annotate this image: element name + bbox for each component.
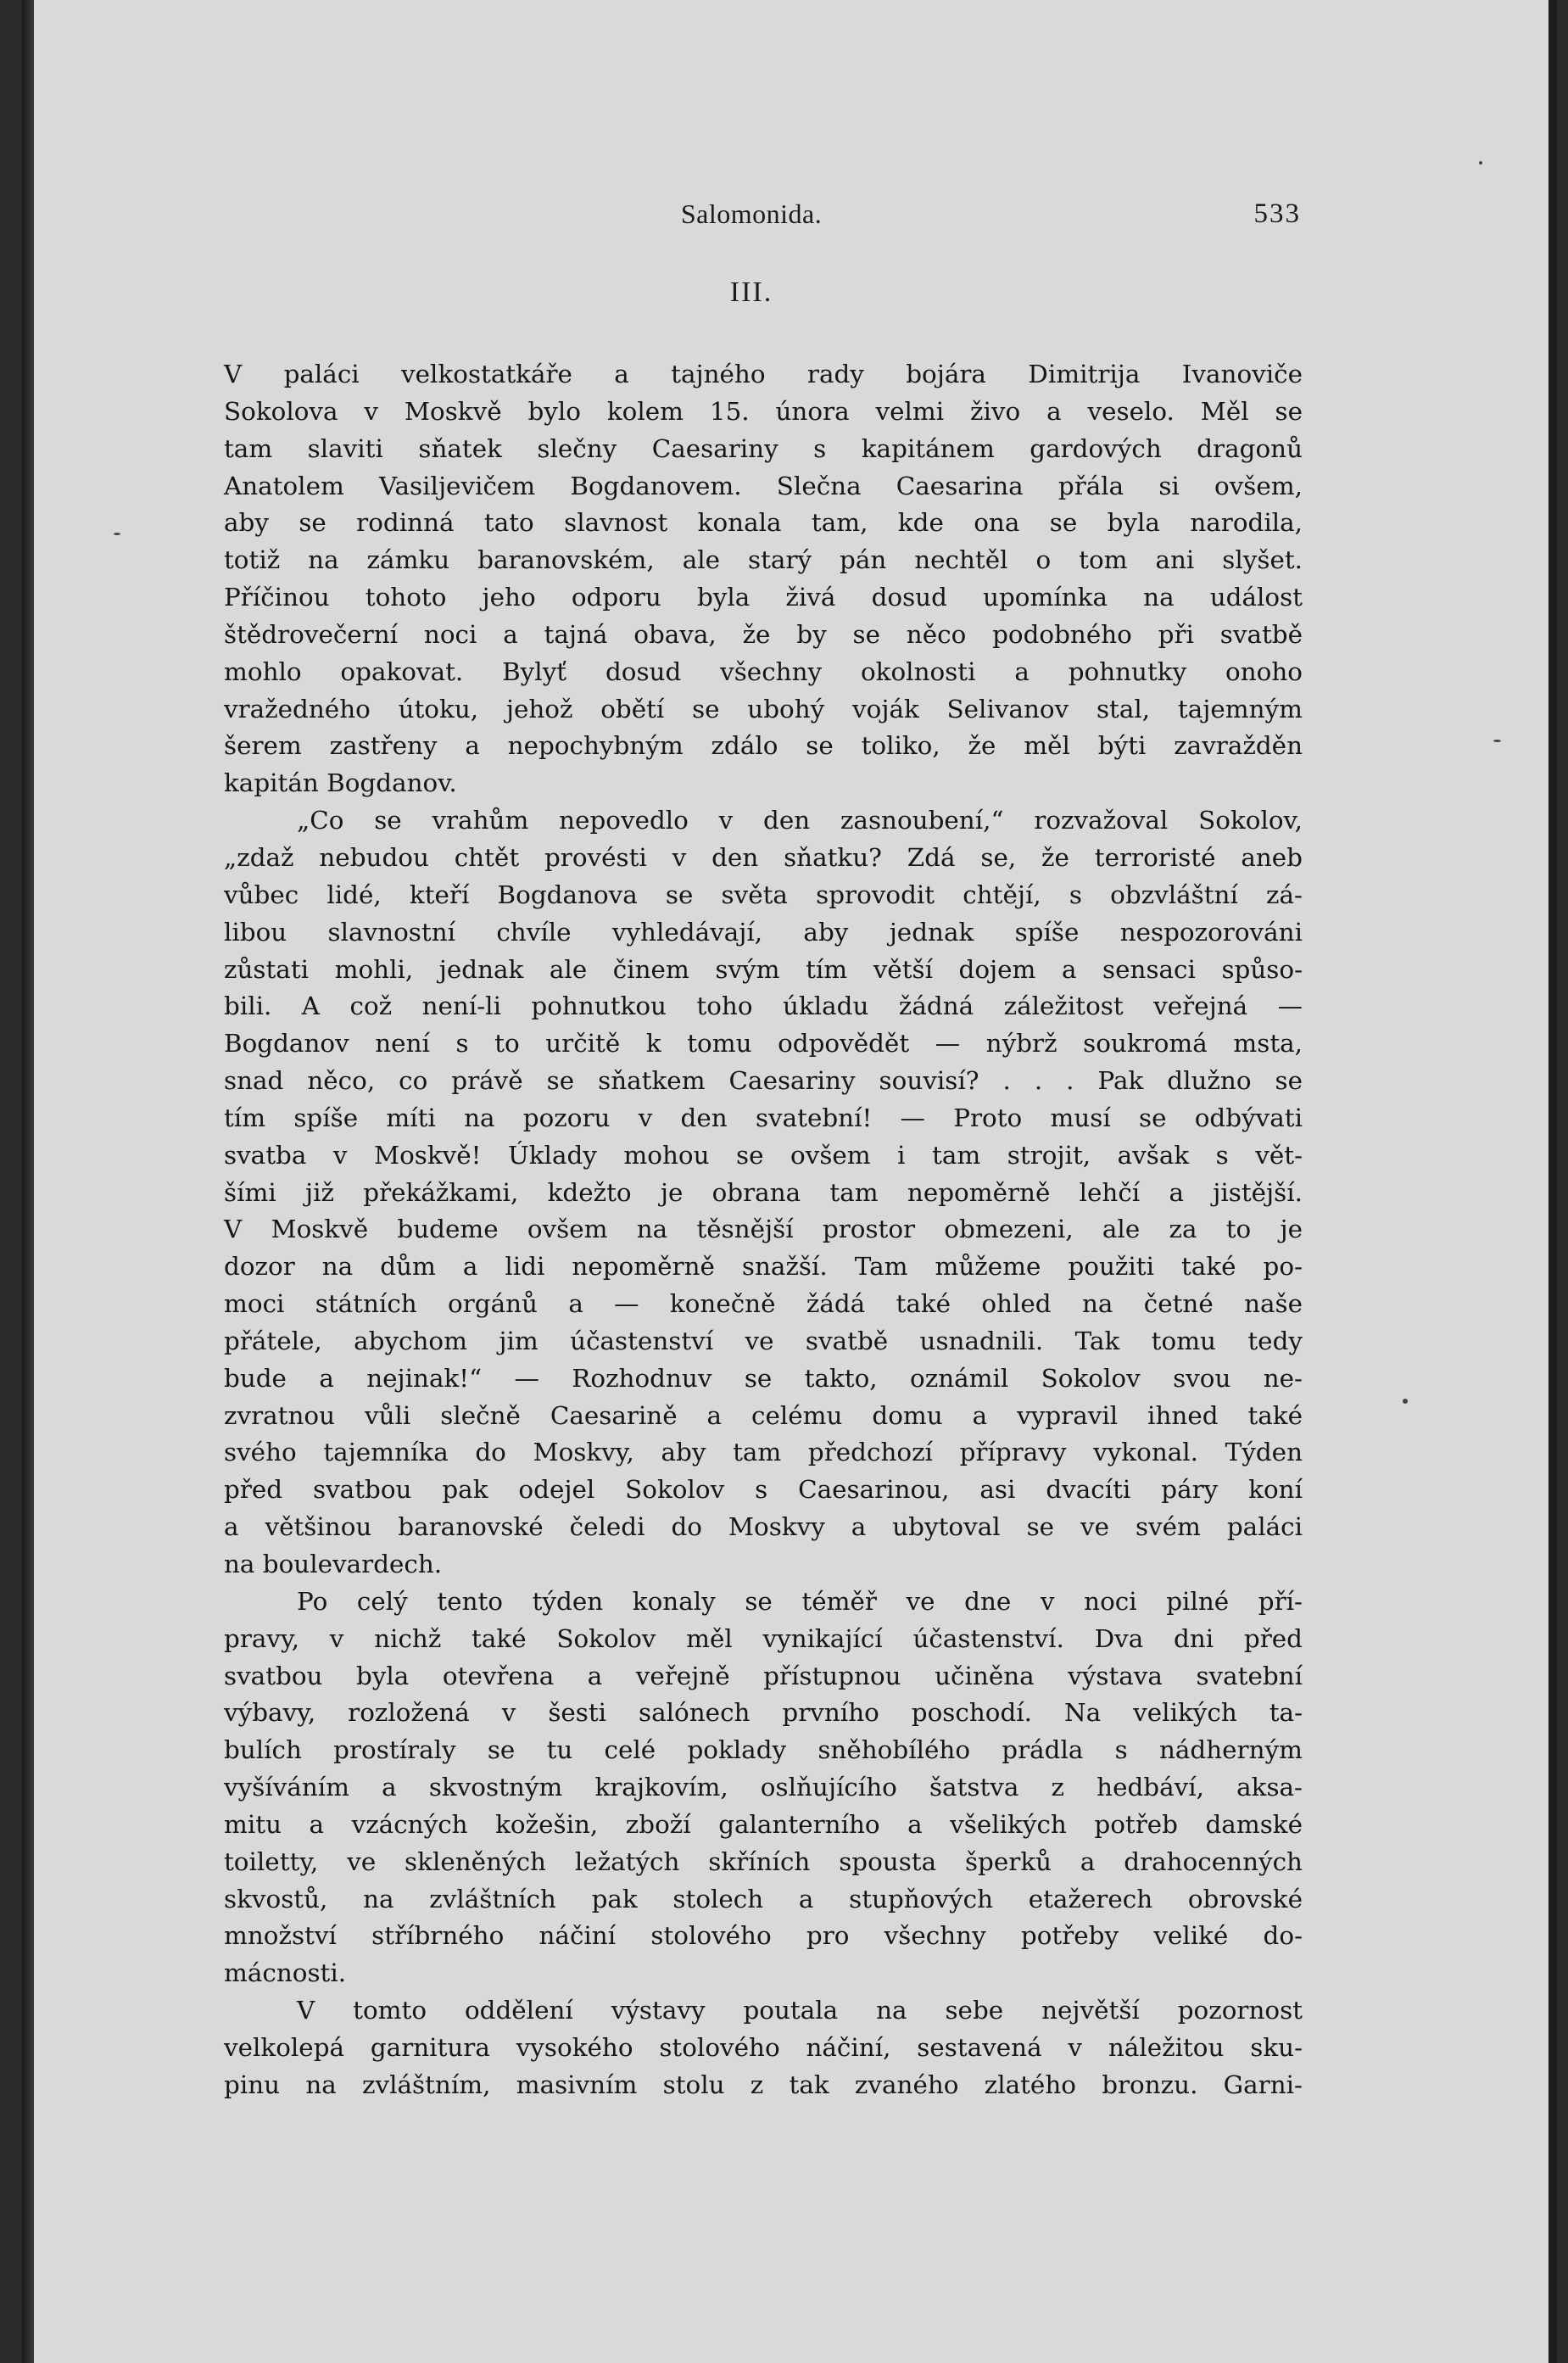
text-line: „Co se vrahům nepovedlo v den zasnoubení,“ rozvažoval Sokolov, (297, 806, 1303, 835)
text-line: Bogdanov není s to určitě k tomu odpovědět — nýbrž soukromá msta, (224, 1029, 1303, 1059)
text-line: vražedného útoku, jehož obětí se ubohý voják Selivanov stal, tajemným (224, 694, 1303, 723)
text-line: „zdaž nebudou chtět provésti v den sňatku? Zdá se, že terroristé aneb (224, 842, 1303, 872)
body-text (224, 356, 1303, 2104)
page-number: 533 (1253, 198, 1301, 229)
page-header (202, 198, 1301, 243)
text-line: kapitán Bogdanov. (224, 768, 457, 798)
text-line: pravy, v nichž také Sokolov měl vynikající účastenství. Dva dni před (224, 1623, 1303, 1653)
page-binding-edge (22, 0, 34, 2363)
print-speck (114, 533, 120, 535)
book-page (22, 0, 1557, 2363)
text-line: snad něco, co právě se sňatkem Caesariny souvisí? . . . Pak dlužno se (224, 1066, 1303, 1096)
text-line: pinu na zvláštním, masivním stolu z tak zvaného zlatého bronzu. Garni- (224, 2070, 1303, 2099)
text-line: zůstati mohli, jednak ale činem svým tím větší dojem a sensaci spůso- (224, 954, 1303, 984)
text-line: mácnosti. (224, 1958, 347, 1988)
text-line: tím spíše míti na pozoru v den svatební! — Proto musí se odbývati (224, 1103, 1303, 1132)
text-line: V tomto oddělení výstavy poutala na sebe největší pozornost (297, 1996, 1303, 2025)
text-line: Sokolova v Moskvě bylo kolem 15. února velmi živo a veselo. Měl se (224, 396, 1303, 426)
text-line: bude a nejinak!“ — Rozhodnuv se takto, oznámil Sokolov svou ne- (224, 1363, 1303, 1393)
text-line: bulích prostíraly se tu celé poklady sněhobílého prádla s nádherným (224, 1735, 1303, 1765)
paragraph-2 (224, 802, 1303, 1584)
text-line: bili. A což není-li pohnutkou toho úkladu žádná záležitost veřejná — (224, 992, 1303, 1021)
text-line: skvostů, na zvláštních pak stolech a stupňových etažerech obrovské (224, 1884, 1303, 1913)
print-speck (1403, 1399, 1408, 1404)
text-line: výbavy, rozložená v šesti salónech prvního poschodí. Na velikých ta- (224, 1698, 1303, 1728)
text-line: zvratnou vůli slečně Caesarině a celému domu a vypravil ihned také (224, 1400, 1303, 1430)
text-line: mitu a vzácných kožešin, zboží galanterního a všelikých potřeb damské (224, 1809, 1303, 1839)
print-speck (1493, 740, 1501, 742)
text-line: aby se rodinná tato slavnost konala tam, kde ona se byla narodila, (224, 508, 1303, 538)
text-line: vůbec lidé, kteří Bogdanova se světa sprovodit chtějí, s obzvláštní zá- (224, 880, 1303, 909)
text-line: moci státních orgánů a — konečně žádá také ohled na četné naše (224, 1289, 1303, 1319)
text-line: svého tajemníka do Moskvy, aby tam předchozí přípravy vykonal. Týden (224, 1438, 1303, 1467)
text-line: svatbou byla otevřena a veřejně přístupnou učiněna výstava svatební (224, 1661, 1303, 1690)
text-line: toiletty, ve skleněných ležatých skříních spousta šperků a drahocenných (224, 1846, 1303, 1876)
text-line: Po celý tento týden konaly se téměř ve dne v noci pilné pří- (297, 1586, 1303, 1616)
text-line: totiž na zámku baranovském, ale starý pán nechtěl o tom ani slyšet. (224, 545, 1303, 575)
text-line: dozor na dům a lidi nepoměrně snažší. Tam můžeme použiti také po- (224, 1252, 1303, 1282)
text-line: tam slaviti sňatek slečny Caesariny s kapitánem gardových dragonů (224, 433, 1303, 463)
text-line: a většinou baranovské čeledi do Moskvy a ubytoval se ve svém paláci (224, 1512, 1303, 1542)
text-line: libou slavnostní chvíle vyhledávají, aby jednak spíše nespozorováni (224, 917, 1303, 947)
paragraph-4 (224, 1992, 1303, 2104)
text-line: před svatbou pak odejel Sokolov s Caesarinou, asi dvacíti páry koní (224, 1475, 1303, 1505)
print-speck (1479, 161, 1482, 165)
text-line: přátele, abychom jim účastenství ve svatbě usnadnili. Tak tomu tedy (224, 1326, 1303, 1355)
text-line: na boulevardech. (224, 1550, 443, 1578)
text-line: štědrovečerní noci a tajná obava, že by se něco podobného při svatbě (224, 619, 1303, 649)
text-line: svatba v Moskvě! Úklady mohou se ovšem i tam strojit, avšak s vět- (224, 1140, 1303, 1170)
text-line: Anatolem Vasiljevičem Bogdanovem. Slečna Caesarina přála si ovšem, (224, 471, 1303, 500)
text-line: vyšíváním a skvostným krajkovím, oslňujícího šatstva z hedbáví, aksa- (224, 1773, 1303, 1802)
text-line: šími již překážkami, kdežto je obrana tam nepoměrně lehčí a jistější. (224, 1177, 1303, 1207)
paragraph-1 (224, 356, 1303, 802)
text-line: Příčinou tohoto jeho odporu byla živá dosud upomínka na událost (224, 583, 1303, 612)
running-head: Salomonida. (680, 198, 823, 229)
text-line: velkolepá garnitura vysokého stolového náčiní, sestavená v náležitou sku- (224, 2032, 1303, 2062)
text-line: V paláci velkostatkáře a tajného rady bojára Dimitrija Ivanoviče (224, 360, 1303, 388)
text-line: mohlo opakovat. Bylyť dosud všechny okolnosti a pohnutky onoho (224, 656, 1303, 686)
paragraph-3 (224, 1584, 1303, 1992)
text-line: V Moskvě budeme ovšem na těsnější prostor obmezeni, ale za to je (224, 1215, 1303, 1244)
page-right-edge (1548, 0, 1557, 2363)
chapter-heading: III. (729, 277, 773, 308)
text-line: množství stříbrného náčiní stolového pro všechny potřeby veliké do- (224, 1921, 1303, 1951)
text-line: šerem zastřeny a nepochybným zdálo se toliko, že měl býti zavražděn (224, 731, 1303, 761)
